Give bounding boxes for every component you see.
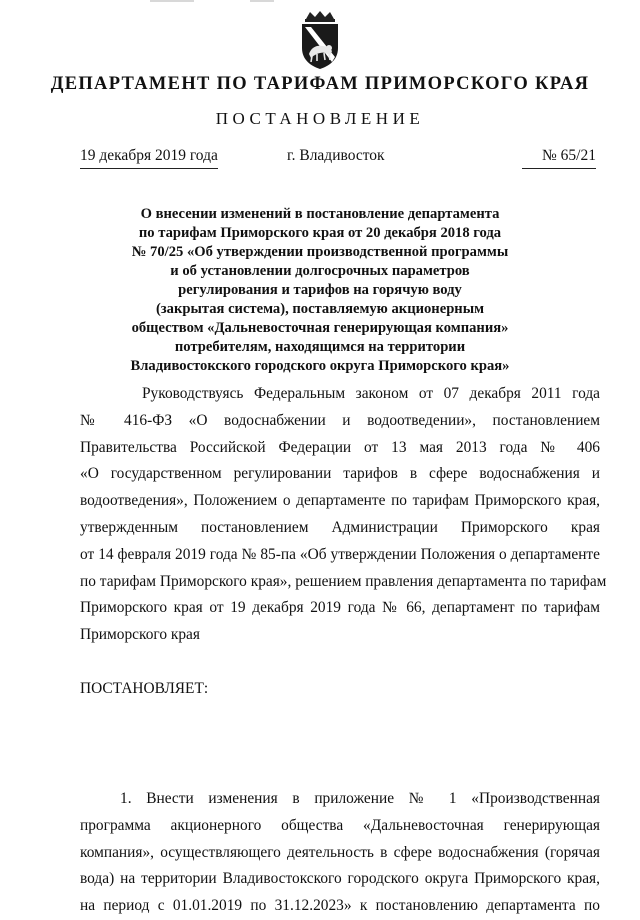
document-type: ПОСТАНОВЛЕНИЕ (215, 109, 425, 128)
clause-1-paragraph (80, 786, 600, 920)
preamble-line: от 14 февраля 2019 года № 85-па «Об утверждении Положения о департаменте (80, 545, 600, 563)
preamble-paragraph (80, 381, 607, 649)
title-line: Владивостокского городского округа Приморского края» (130, 358, 510, 374)
preamble-line: Правительства Российской Федерации от 13 мая 2013 года № 406 (80, 438, 600, 456)
document-number: № 65/21 (522, 147, 596, 169)
preamble-line: «О государственном регулировании тарифов в сфере водоснабжения и (80, 465, 600, 483)
resolves-heading: ПОСТАНОВЛЯЕТ: (80, 680, 209, 697)
clause-line: на период с 01.01.2019 по 31.12.2023» к постановлению департамента по (80, 897, 600, 915)
preamble-line: Приморского края от 19 декабря 2019 года № 66, департамент по тарифам (80, 599, 600, 617)
title-line: по тарифам Приморского края от 20 декабря 2018 года (138, 225, 502, 241)
title-line: (закрытая система), поставляемую акционерным (155, 301, 485, 317)
title-line: и об установлении долгосрочных параметров (170, 263, 470, 279)
scan-artifact (250, 0, 274, 2)
preamble-line: утвержденным постановлением Администрации Приморского края (80, 518, 600, 536)
scan-artifact (150, 0, 194, 2)
preamble-line: водоотведения», Положением о департаменте по тарифам Приморского края, (80, 492, 600, 510)
title-line: № 70/25 «Об утверждении производственной программы (131, 244, 509, 260)
clause-line: компания», осуществляющего деятельность в сфере водоснабжения (горячая (80, 843, 600, 861)
title-line: регулирования и тарифов на горячую воду (178, 282, 462, 298)
document-title (100, 205, 540, 376)
coat-of-arms-icon (296, 10, 344, 70)
organization-name: ДЕПАРТАМЕНТ ПО ТАРИФАМ ПРИМОРСКОГО КРАЯ (50, 74, 590, 94)
clause-line: программа акционерного общества «Дальневосточная генерирующая (80, 816, 600, 834)
preamble-line: № 416-ФЗ «О водоснабжении и водоотведении», постановлением (80, 411, 600, 429)
preamble-line: Приморского края (80, 626, 200, 644)
clause-line: вода) на территории Владивостокского городского округа Приморского края, (80, 870, 600, 888)
document-date: 19 декабря 2019 года (80, 147, 218, 169)
title-line: обществом «Дальневосточная генерирующая компания» (131, 320, 509, 336)
preamble-line: по тарифам Приморского края», решением правления департамента по тарифам (80, 572, 607, 590)
document-city: г. Владивосток (287, 147, 385, 164)
clause-line: 1. Внести изменения в приложение № 1 «Производственная (120, 790, 600, 807)
title-line: О внесении изменений в постановление департамента (140, 206, 500, 222)
preamble-line: Руководствуясь Федеральным законом от 07 декабря 2011 года (142, 385, 600, 402)
title-line: потребителям, находящимся на территории (174, 339, 466, 355)
